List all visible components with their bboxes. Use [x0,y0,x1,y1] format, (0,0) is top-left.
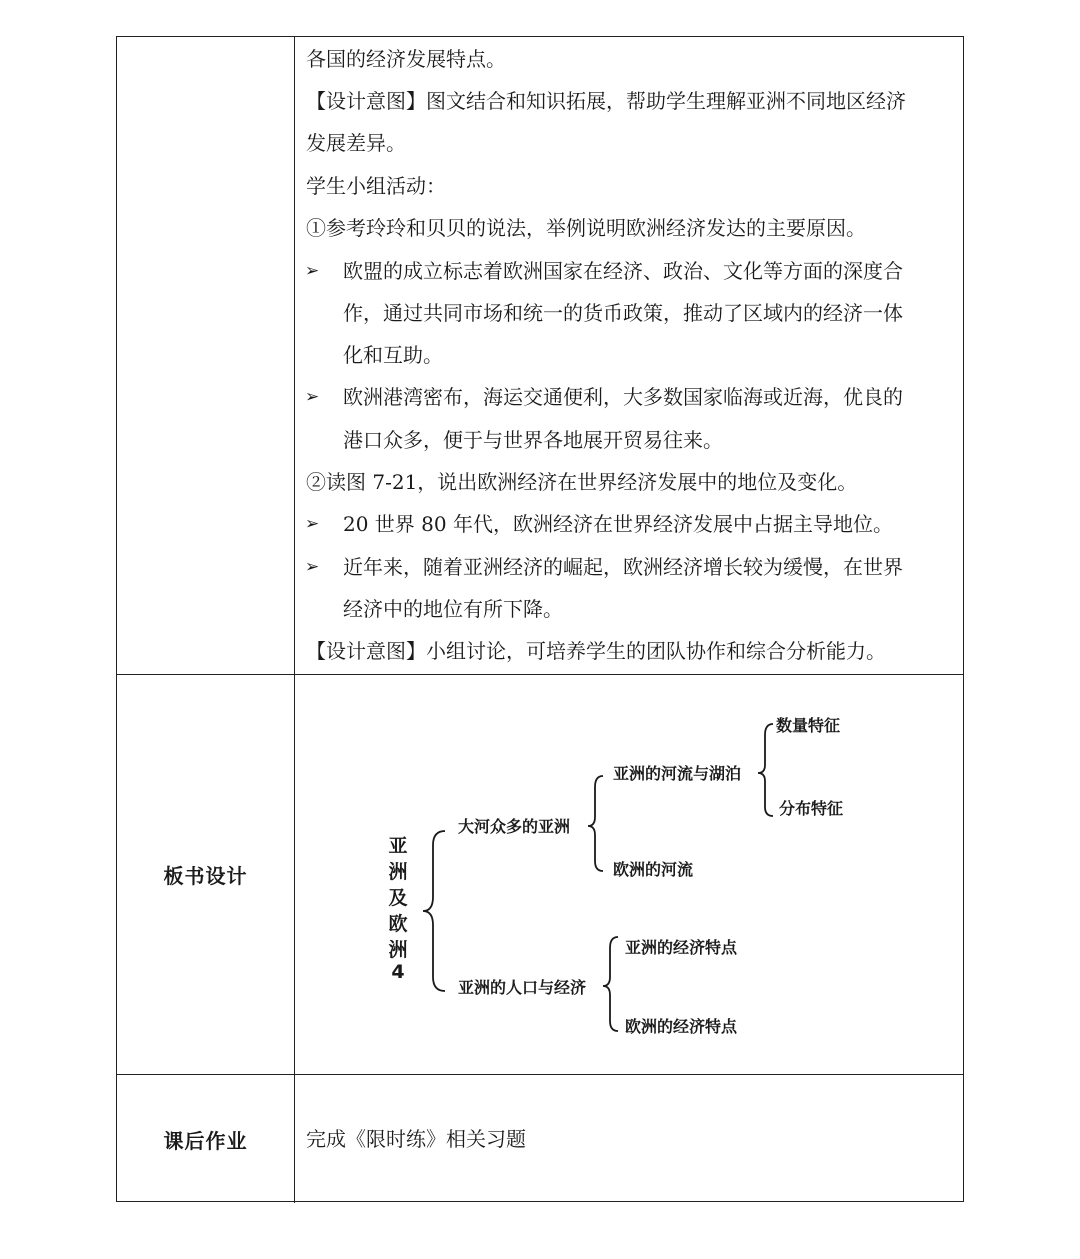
answer-2b-line: 近年来，随着亚洲经济的崛起，欧洲经济增长较为缓慢，在世界 [343,555,903,579]
answer-2b-line: 经济中的地位有所下降。 [343,597,563,621]
bullet-arrow-icon: ➢ [305,514,320,534]
bullet-arrow-icon: ➢ [305,387,320,407]
root-char: 洲 [388,939,408,961]
answer-1a-line: 欧盟的成立标志着欧洲国家在经济、政治、文化等方面的深度合 [343,259,903,283]
europe-economy-features: 欧洲的经济特点 [625,1017,738,1036]
root-char: 4 [391,961,405,983]
sub-brace-rivers-lakes [758,724,773,816]
board-design-cell [295,675,963,1074]
asia-economy-features: 亚洲的经济特点 [625,938,738,957]
homework-row [117,1075,963,1203]
root-char: 亚 [388,835,408,857]
asia-rivers-lakes: 亚洲的河流与湖泊 [613,764,742,783]
answer-1a-line: 作，通过共同市场和统一的货币政策，推动了区域内的经济一体 [343,301,903,325]
design-intent-2: 【设计意图】小组讨论，可培养学生的团队协作和综合分析能力。 [306,639,886,663]
bullet-arrow-icon: ➢ [305,261,320,281]
lesson-plan-table [116,36,964,1202]
mind-map-diagram [295,675,964,1075]
board-design-label-cell [117,675,295,1074]
quantity-feature: 数量特征 [776,716,841,735]
activity-content-cell [295,37,963,674]
distribution-feature: 分布特征 [779,799,844,818]
root-char: 洲 [388,861,408,883]
branch-asia-population-economy: 亚洲的人口与经济 [458,978,587,997]
bullet-arrow-icon: ➢ [305,557,320,577]
answer-2a-line: 20 世界 80 年代，欧洲经济在世界经济发展中占据主导地位。 [343,512,893,536]
homework-label: 课后作业 [163,1128,248,1153]
text-line: 发展差异。 [306,131,406,155]
text-line: 各国的经济发展特点。 [306,47,506,71]
homework-content-cell [295,1075,963,1203]
europe-rivers: 欧洲的河流 [613,860,694,879]
activity-row [117,37,963,675]
activity-label-cell [117,37,295,674]
design-intent-1: 【设计意图】图文结合和知识拓展，帮助学生理解亚洲不同地区经济 [306,89,906,113]
branch1-brace [588,776,603,871]
board-design-label: 板书设计 [163,864,248,888]
branch2-brace [603,937,618,1031]
board-design-row [117,675,963,1075]
question-2: ②读图 7-21，说出欧洲经济在世界经济发展中的地位及变化。 [306,470,858,494]
main-brace [423,831,445,991]
root-char: 及 [388,887,408,909]
branch-asia-rivers: 大河众多的亚洲 [458,817,571,836]
homework-label-cell [117,1075,295,1203]
answer-1b-line: 欧洲港湾密布，海运交通便利，大多数国家临海或近海，优良的 [343,385,903,409]
answer-1b-line: 港口众多，便于与世界各地展开贸易往来。 [343,428,723,452]
question-1: ①参考玲玲和贝贝的说法，举例说明欧洲经济发达的主要原因。 [306,216,866,240]
root-char: 欧 [388,913,408,935]
group-activity-heading: 学生小组活动： [306,174,446,198]
answer-1a-line: 化和互助。 [343,343,443,367]
homework-text: 完成《限时练》相关习题 [306,1127,526,1151]
